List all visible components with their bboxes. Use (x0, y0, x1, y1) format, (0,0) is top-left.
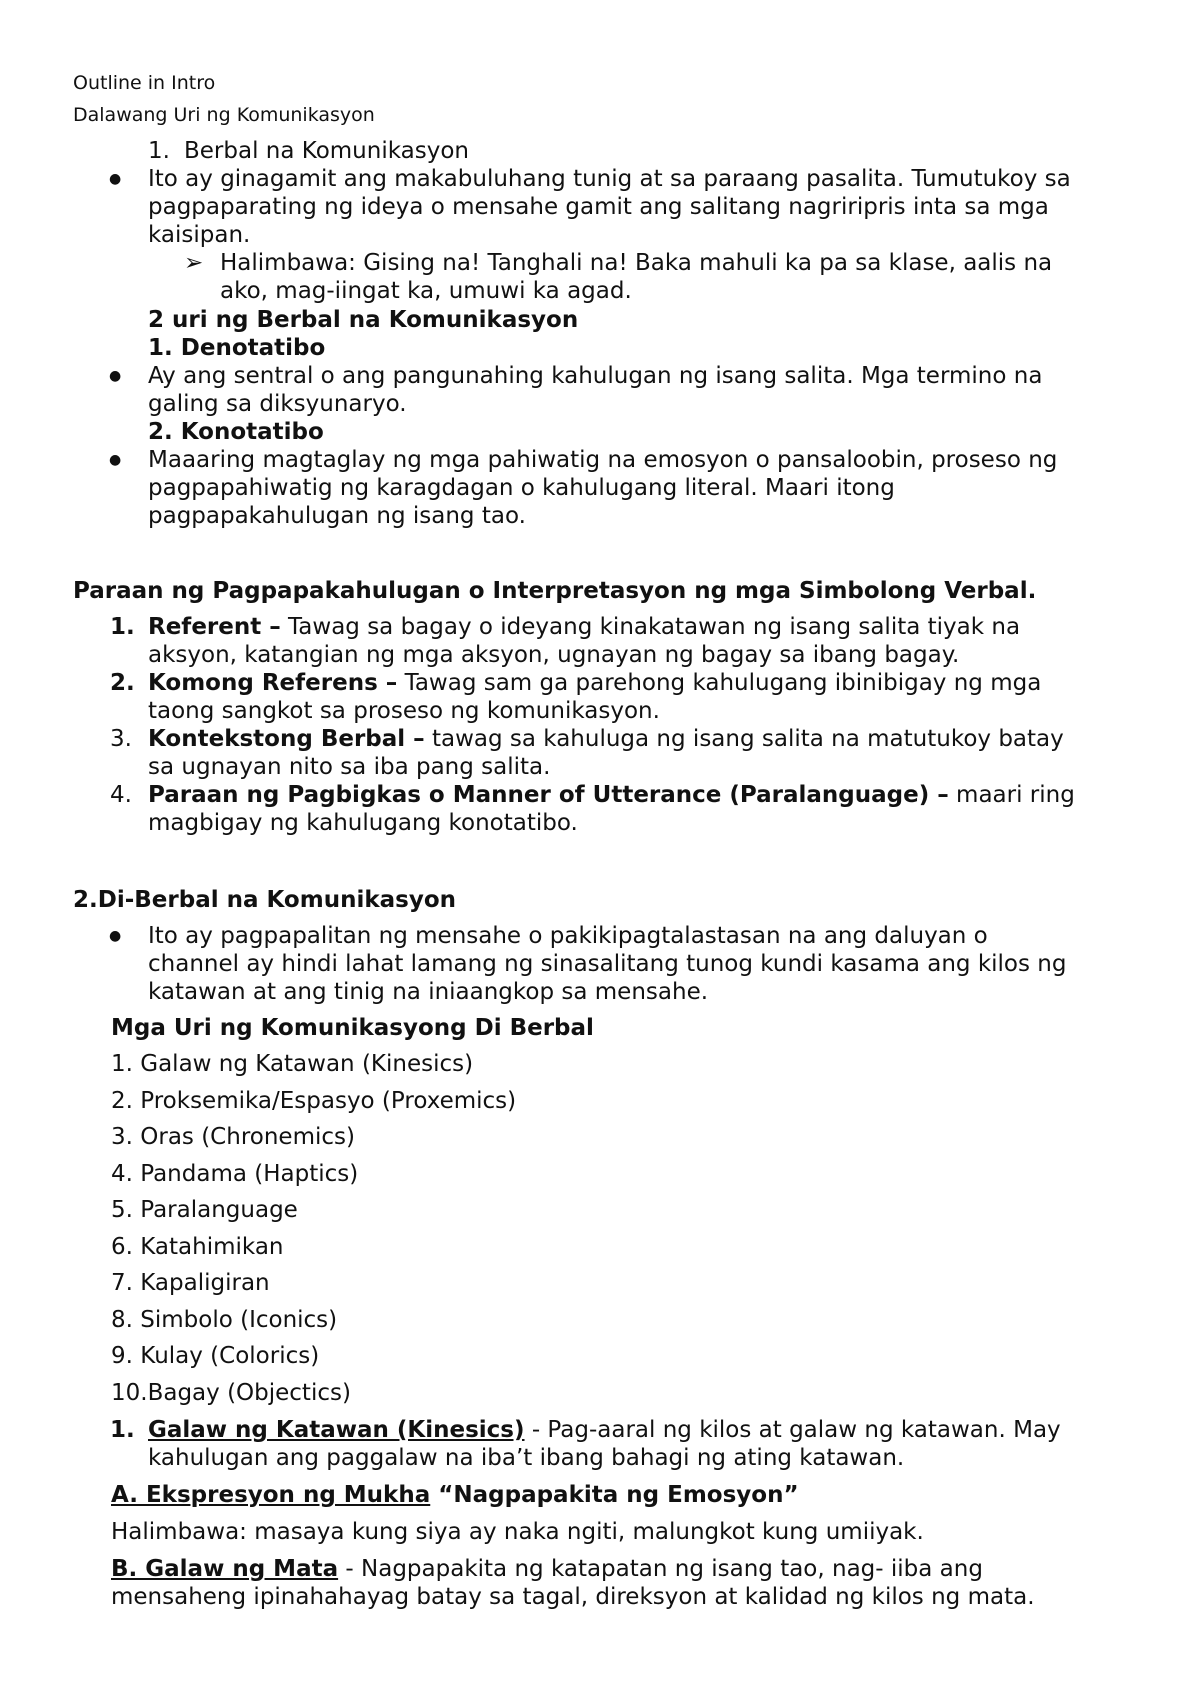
list-number: 1. (148, 138, 170, 164)
konotatibo-desc-line: pagpapahiwatig ng karagdagan o kahulugang literal. Maari itong (148, 475, 895, 501)
kinesics-term: Galaw ng Katawan (Kinesics) (148, 1417, 525, 1443)
diberbal-desc-line: channel ay hindi lahat lamang ng sinasalitang tunog kundi kasama ang kilos ng (148, 951, 1067, 977)
diberbal-desc-line: katawan at ang tinig na iniaangkop sa mensahe. (148, 979, 709, 1005)
paraan-term: Paraan ng Pagbigkas o Manner of Utterance (Paralanguage) – (148, 782, 949, 808)
berbal-desc-line: kaisipan. (148, 222, 251, 248)
kinesics-item (148, 1416, 1061, 1444)
diberbal-type-item: 5. Paralanguage (111, 1197, 298, 1223)
diberbal-type-item: 8. Simbolo (Iconics) (111, 1307, 338, 1333)
mata-desc-cont: mensaheng ipinahahayag batay sa tagal, direksyon at kalidad ng kilos ng mata. (111, 1584, 1035, 1610)
example-line: ako, mag-iingat ka, umuwi ka agad. (220, 278, 632, 304)
diberbal-heading: 2.Di-Berbal na Komunikasyon (73, 887, 457, 913)
paraan-term: Kontekstong Berbal – (148, 726, 425, 752)
ekspresyon-heading (111, 1481, 799, 1509)
mata-term: B. Galaw ng Mata (111, 1556, 339, 1582)
kinesics-desc-cont: kahulugan ang paggalaw na iba’t ibang bahagi ng ating katawan. (148, 1445, 905, 1471)
paraan-item (148, 669, 1041, 697)
paraan-desc-cont: aksyon, katangian ng mga aksyon, ugnayan ng bagay sa ibang bagay. (148, 642, 960, 668)
diberbal-type-item: 9. Kulay (Colorics) (111, 1343, 320, 1369)
kinesics-desc: - Pag-aaral ng kilos at galaw ng katawan. May (524, 1417, 1061, 1443)
list-number: 1. (110, 614, 135, 640)
paraan-desc: Tawag sa bagay o ideyang kinakatawan ng isang salita tiyak na (280, 614, 1021, 640)
doc-title: Outline in Intro (73, 72, 216, 94)
konotatibo-desc-line: Maaaring magtaglay ng mga pahiwatig na emosyon o pansaloobin, proseso ng (148, 447, 1058, 473)
ekspresyon-example: Halimbawa: masaya kung siya ay naka ngiti, malungkot kung umiiyak. (111, 1519, 924, 1545)
diberbal-types-heading: Mga Uri ng Komunikasyong Di Berbal (111, 1015, 594, 1041)
bullet-icon: ● (109, 452, 122, 468)
diberbal-type-item: 10.Bagay (Objectics) (111, 1380, 351, 1406)
diberbal-desc-line: Ito ay pagpapalitan ng mensahe o pakikipagtalastasan na ang daluyan o (148, 923, 988, 949)
bullet-icon: ● (109, 171, 122, 187)
bullet-icon: ● (109, 928, 122, 944)
paraan-desc: maari ring (948, 782, 1075, 808)
paraan-item (148, 613, 1020, 641)
list-number: 2. (110, 670, 135, 696)
paraan-desc: tawag sa kahuluga ng isang salita na matutukoy batay (424, 726, 1064, 752)
paraan-item (148, 781, 1075, 809)
paraan-desc: Tawag sam ga parehong kahulugang ibinibigay ng mga (397, 670, 1042, 696)
list-number: 3. (110, 726, 132, 752)
paraan-heading: Paraan ng Pagpapakahulugan o Interpretasyon ng mga Simbolong Verbal. (73, 578, 1037, 604)
diberbal-type-item: 1. Galaw ng Katawan (Kinesics) (111, 1051, 474, 1077)
paraan-item (148, 725, 1064, 753)
berbal-desc-line: Ito ay ginagamit ang makabuluhang tunig at sa paraang pasalita. Tumutukoy sa (148, 166, 1071, 192)
doc-subtitle: Dalawang Uri ng Komunikasyon (73, 104, 375, 126)
mata-item (111, 1555, 983, 1583)
arrow-bullet-icon: ➢ (184, 250, 204, 276)
diberbal-type-item: 4. Pandama (Haptics) (111, 1161, 359, 1187)
denotatibo-desc-line: Ay ang sentral o ang pangunahing kahulugan ng isang salita. Mga termino na (148, 363, 1043, 389)
berbal-types-heading: 2 uri ng Berbal na Komunikasyon (148, 307, 579, 333)
list-number: 1. (110, 1417, 135, 1443)
paraan-desc-cont: magbigay ng kahulugang konotatibo. (148, 810, 578, 836)
ekspresyon-term: A. Ekspresyon ng Mukha (111, 1482, 431, 1508)
diberbal-type-item: 3. Oras (Chronemics) (111, 1124, 355, 1150)
list-number: 4. (110, 782, 132, 808)
paraan-term: Referent – (148, 614, 281, 640)
diberbal-type-item: 7. Kapaligiran (111, 1270, 270, 1296)
paraan-desc-cont: sa ugnayan nito sa iba pang salita. (148, 754, 551, 780)
paraan-desc-cont: taong sangkot sa proseso ng komunikasyon. (148, 698, 660, 724)
konotatibo-desc-line: pagpapakahulugan ng isang tao. (148, 503, 526, 529)
konotatibo-heading: 2. Konotatibo (148, 419, 324, 445)
berbal-desc-line: pagpaparating ng ideya o mensahe gamit ang salitang nagriripris inta sa mga (148, 194, 1049, 220)
ekspresyon-quote: “Nagpapakita ng Emosyon” (430, 1482, 799, 1508)
berbal-heading: Berbal na Komunikasyon (184, 138, 469, 164)
denotatibo-desc-line: galing sa diksyunaryo. (148, 391, 407, 417)
diberbal-type-item: 2. Proksemika/Espasyo (Proxemics) (111, 1088, 517, 1114)
paraan-term: Komong Referens – (148, 670, 398, 696)
diberbal-type-item: 6. Katahimikan (111, 1234, 284, 1260)
example-line: Halimbawa: Gising na! Tanghali na! Baka mahuli ka pa sa klase, aalis na (220, 250, 1053, 276)
bullet-icon: ● (109, 368, 122, 384)
mata-desc: - Nagpapakita ng katapatan ng isang tao, nag- iiba ang (338, 1556, 983, 1582)
denotatibo-heading: 1. Denotatibo (148, 335, 326, 361)
